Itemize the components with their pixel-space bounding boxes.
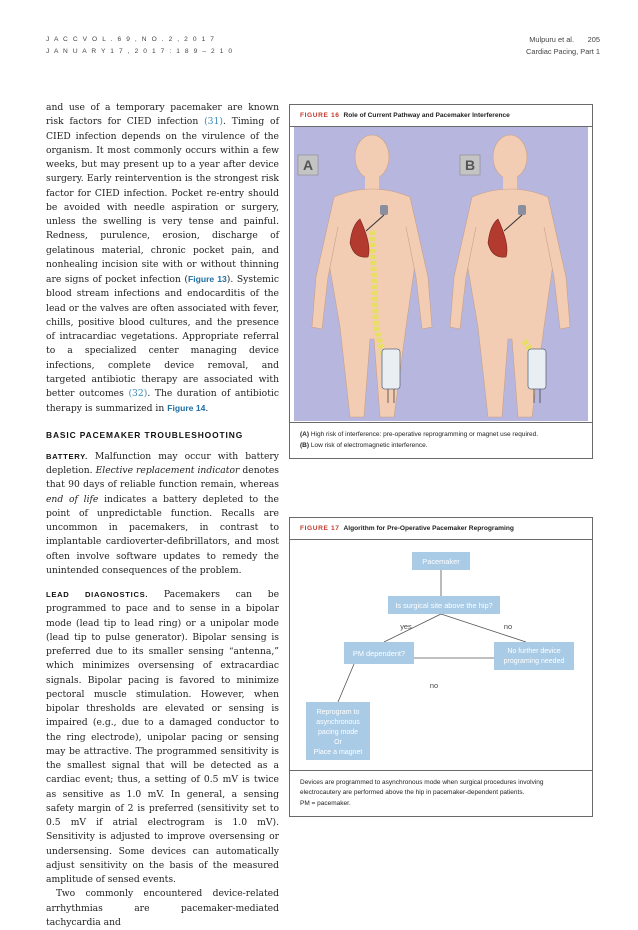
paragraph-battery: BATTERY. Malfunction may occur with battery depletion. Elective replacement indicator denotes that 90 days of reliable function remain, whereas end of life indicates a battery depleted to the point of unpredictable function. Recalls are uncommon in pacemakers, in contrast to implantable cardioverter-defibrillators, and most often involve software updates to remedy the unintended consequences of the problem. — [46, 450, 279, 576]
pacemaker-current-pathway-illustration — [294, 127, 588, 421]
reference-link[interactable]: (31) — [204, 116, 223, 128]
flow-edge-yes: yes — [400, 622, 412, 631]
authors: Mulpuru et al. — [529, 35, 574, 44]
runin-heading-lead: LEAD DIAGNOSTICS. — [46, 590, 149, 599]
body-column — [46, 101, 279, 930]
flow-node-reprogram-line2: asynchronous — [316, 719, 360, 726]
flow-connector — [384, 614, 441, 642]
panel-b-label: B — [464, 157, 476, 173]
figure-17-caption — [290, 770, 592, 817]
flow-edge-no: no — [503, 622, 513, 631]
journal-header — [46, 34, 234, 58]
flow-node-question-label: Is surgical site above the hip? — [395, 601, 493, 610]
flow-node-pm-dependent-label: PM dependent? — [352, 649, 406, 658]
figure-17-caption-text: Devices are programmed to asynchronous mode when surgical procedures involving electrocautery are performed above the hip in pacemaker-dependent patients. — [300, 778, 544, 796]
article-header — [526, 34, 600, 58]
panel-a-label: A — [302, 157, 314, 173]
running-title: Cardiac Pacing, Part 1 — [526, 47, 600, 56]
section-heading: BASIC PACEMAKER TROUBLESHOOTING — [46, 429, 244, 440]
reference-link[interactable]: (32) — [128, 388, 148, 399]
flow-connector — [441, 614, 526, 642]
paragraph-arrhythmias: Two commonly encountered device-related arrhythmias are pacemaker-mediated tachycardia and — [46, 888, 279, 928]
figure-16-caption: (A) High risk of interference: pre-operative reprogramming or magnet use required. (B) Low risk of electromagnetic interference. — [290, 422, 592, 458]
flow-node-no-programming-line2: programing needed — [503, 658, 565, 665]
figure-17-title: FIGURE 17 Algorithm for Pre-Operative Pacemaker Reprograming — [290, 518, 592, 540]
figure-16 — [289, 104, 593, 459]
reprogramming-flowchart — [294, 540, 588, 770]
runin-heading-battery: BATTERY. — [46, 451, 88, 461]
flow-node-reprogram-line5: Place a magnet — [313, 749, 363, 756]
paragraph-lead-diagnostics: LEAD DIAGNOSTICS. Pacemakers can be programmed to pace and to sense in a bipolar mode (lead tip to lead ring) or a unipolar mode (lead tip to pulse generator). Bipolar sensing is preferred due to its smaller sensing “antenna,” which minimizes oversensing of extracardiac signals. Bipolar pacing is favored to minimize pectoral muscle stimulation. However, when bipolar thresholds are elevated or sensing is impaired (e.g., due to a damaged conductor to the ring electrode), unipolar pacing or sensing may be attractive. The programmed sensitivity is the smallest signal that will be detected as a cardiac event; thus, a setting of 0.5 mV is twice as sensitive as 1.0 mV. In general, a sensing safety margin of 2 is preferred (sensitivity set to 0.5 mV if atrial electrogram is 1.0 mV). Sensitivity is adjusted to improve oversensing or undersensing. Some devices can automatically adjust sensitivity on the basis of the measured amplitude of sensed events. — [46, 589, 280, 885]
flow-node-reprogram-line1: Reprogram to — [316, 709, 360, 716]
journal-volume: J A C C V O L . 6 9 , N O . 2 , 2 0 1 7 — [46, 36, 216, 43]
paragraph-infection: and use of a temporary pacemaker are known risk factors for CIED infection (31). Timing of CIED infection depends on the virulence of the organism. It most commonly occurs within a few weeks, but may present up to a year after device surgery. Early reintervention is the strongest risk factor for CIED infection. Pocket re-entry should be avoided with needle aspiration or surgery, unless the swelling is very tense and painful. Redness, purulence, erosion, discharge of gelatinous material, chronic pocket pain, and nonhealing incision site with or without thinning are signs of pocket infection (Figure 13). Systemic blood stream infections and endocarditis of the lead or the valves are often associated with fever, chills, positive blood cultures, and the presence of intracardiac vegetations. Appropriate referral to a specialized center managing device infections, complete device removal, and targeted antibiotic therapy are associated with better outcomes (32). The duration of antibiotic therapy is summarized in Figure 14. — [46, 102, 279, 415]
flow-node-reprogram-line3: pacing mode — [317, 729, 359, 736]
journal-date-pages: J A N U A R Y 1 7 , 2 0 1 7 : 1 8 9 – 2 1 0 — [46, 48, 234, 55]
flow-node-pacemaker-label: Pacemaker — [422, 557, 460, 566]
flow-edge-no: no — [429, 681, 439, 690]
figure-17 — [289, 517, 593, 817]
flow-node-reprogram-line4: Or — [334, 739, 342, 746]
figure-14-link[interactable]: Figure 14 — [167, 403, 206, 414]
figure-13-link[interactable]: Figure 13 — [187, 274, 227, 284]
flow-node-no-programming-line1: No further device — [507, 648, 561, 655]
flow-connector — [338, 664, 354, 702]
flow-node-no-programming — [494, 642, 574, 670]
page-number: 205 — [587, 35, 600, 44]
figure-17-abbreviation: PM = pacemaker. — [300, 799, 351, 807]
figure-16-title: FIGURE 16 Role of Current Pathway and Pacemaker Interference — [290, 105, 592, 127]
